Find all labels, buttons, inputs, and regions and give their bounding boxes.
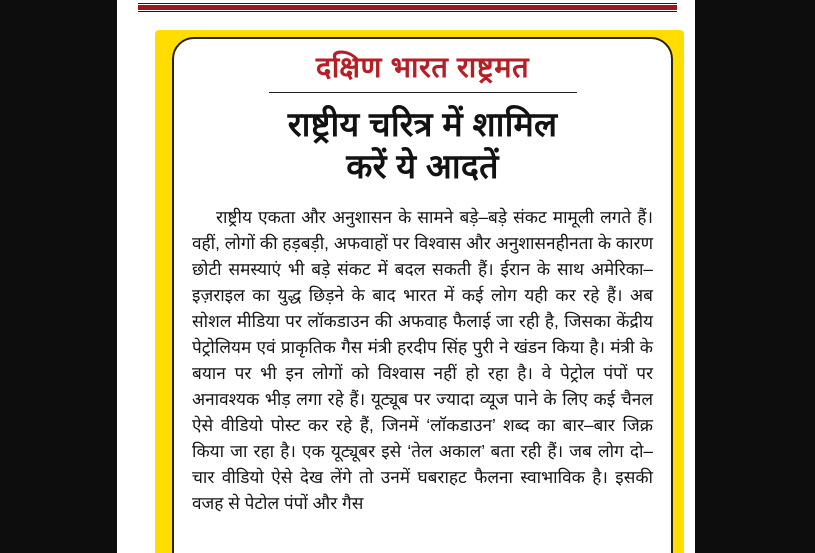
- masthead-divider-rule: [269, 92, 577, 93]
- newspaper-page: [117, 0, 695, 553]
- article-body-paragraph: राष्ट्रीय एकता और अनुशासन के सामने बड़े–बड़े संकट मामूली लगते हैं। वहीं, लोगों की हड़बड़ी, अफवाहों पर विश्वास और अनुशासनहीनता के कारण छोटी समस्याएं भी बड़े संकट में बदल सकती हैं। ईरान के साथ अमेरिका–इज़राइल का युद्ध छिड़ने के बाद भारत में कई लोग यही कर रहे हैं। अब सोशल मीडिया पर लॉकडाउन की अफवाह फैलाई जा रही है, जिसका केंद्रीय पेट्रोलियम एवं प्राकृतिक गैस मंत्री हरदीप सिंह पुरी ने खंडन किया है। मंत्री के बयान पर भी इन लोगों को विश्वास नहीं हो रहा है। वे पेट्रोल पंपों पर अनावश्यक भीड़ लगा रहे हैं। यूट्यूब पर ज्यादा व्यूज पाने के लिए कई चैनल ऐसे वीडियो पोस्ट कर रहे हैं, जिनमें ‘लॉकडाउन’ शब्द का बार–बार जिक्र किया जा रहा है। एक यूट्यूबर इसे ‘तेल अकाल’ बता रही हैं। जब लोग दो–चार वीडियो ऐसे देख लेंगे तो उनमें घबराहट फैलना स्वाभाविक है। इसकी वजह से पेटोल पंपों और गैस: [192, 207, 653, 514]
- article-headline-line-1: राष्ट्रीय चरित्र में शामिल: [287, 106, 558, 145]
- top-rule-thin-lower: [138, 11, 677, 12]
- top-rule-thin-upper: [138, 3, 677, 4]
- article-panel-content: [174, 39, 671, 516]
- article-headline: [188, 105, 657, 188]
- yellow-border-frame: [155, 30, 684, 553]
- article-body: [188, 204, 657, 516]
- newspaper-masthead: दक्षिण भारत राष्ट्रमत: [315, 52, 530, 84]
- article-panel: [172, 37, 673, 553]
- article-headline-line-2: करें ये आदतें: [346, 147, 499, 186]
- top-rule-red-bar: [138, 5, 677, 10]
- top-rule-group: [138, 3, 677, 12]
